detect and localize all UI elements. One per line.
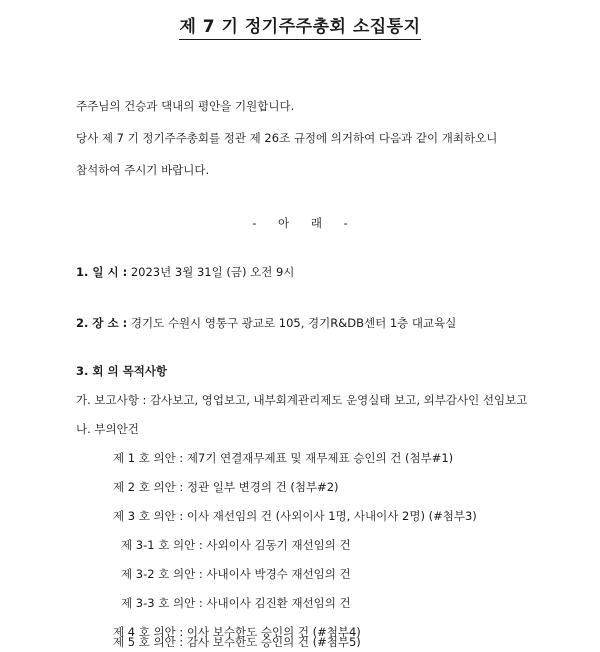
section-date-label: 1. 일 시 :: [76, 265, 128, 279]
resolution-header: 나. 부의안건: [76, 422, 139, 436]
section-agenda-label: 3. 회 의 목적사항: [76, 364, 168, 378]
section-place-value: 경기도 수원시 영통구 광교로 105, 경기R&DB센터 1층 대교육실: [130, 316, 457, 330]
report-items-text: 가. 보고사항 : 감사보고, 영업보고, 내부회계관리제도 운영실태 보고, 외부감사인 선임보고: [76, 393, 528, 407]
document-title-text: 제 7 기 정기주주총회 소집통지: [179, 16, 420, 40]
section-place: [76, 315, 456, 331]
agenda-sub-item: 제 3-2 호 의안 : 사내이사 박경수 재선임의 건: [121, 567, 351, 581]
agenda-sub-item: 제 3-3 호 의안 : 사내이사 김진환 재선임의 건: [121, 596, 351, 610]
section-place-label: 2. 장 소 :: [76, 316, 128, 330]
agenda-item: 제 5 호 의안 : 감사 보수한도 승인의 건 (#첨부5): [113, 635, 361, 649]
agenda-item: 제 1 호 의안 : 제7기 연결재무제표 및 재무제표 승인의 건 (첨부#1): [113, 451, 454, 465]
section-date: [76, 264, 294, 280]
separator-text: - 아 래 -: [252, 216, 348, 230]
agenda-item: 제 3 호 의안 : 이사 재선임의 건 (사외이사 1명, 사내이사 2명) (#첨부3): [113, 509, 477, 523]
section-date-value: 2023년 3월 31일 (금) 오전 9시: [130, 265, 295, 279]
agenda-sub-item: 제 3-1 호 의안 : 사외이사 김동기 재선임의 건: [121, 538, 351, 552]
greeting-text: 주주님의 건승과 댁내의 평안을 기원합니다.: [76, 99, 295, 113]
intro-text-line-1: 당사 제 7 기 정기주주총회를 정관 제 26조 규정에 의거하여 다음과 같이 개최하오니: [76, 131, 498, 145]
intro-text-line-2: 참석하여 주시기 바랍니다.: [76, 163, 210, 177]
agenda-item: 제 4 호 의안 : 이사 보수한도 승인의 건 (#첨부4): [113, 625, 361, 639]
document-title: [0, 16, 600, 40]
agenda-item: 제 2 호 의안 : 정관 일부 변경의 건 (첨부#2): [113, 480, 339, 494]
